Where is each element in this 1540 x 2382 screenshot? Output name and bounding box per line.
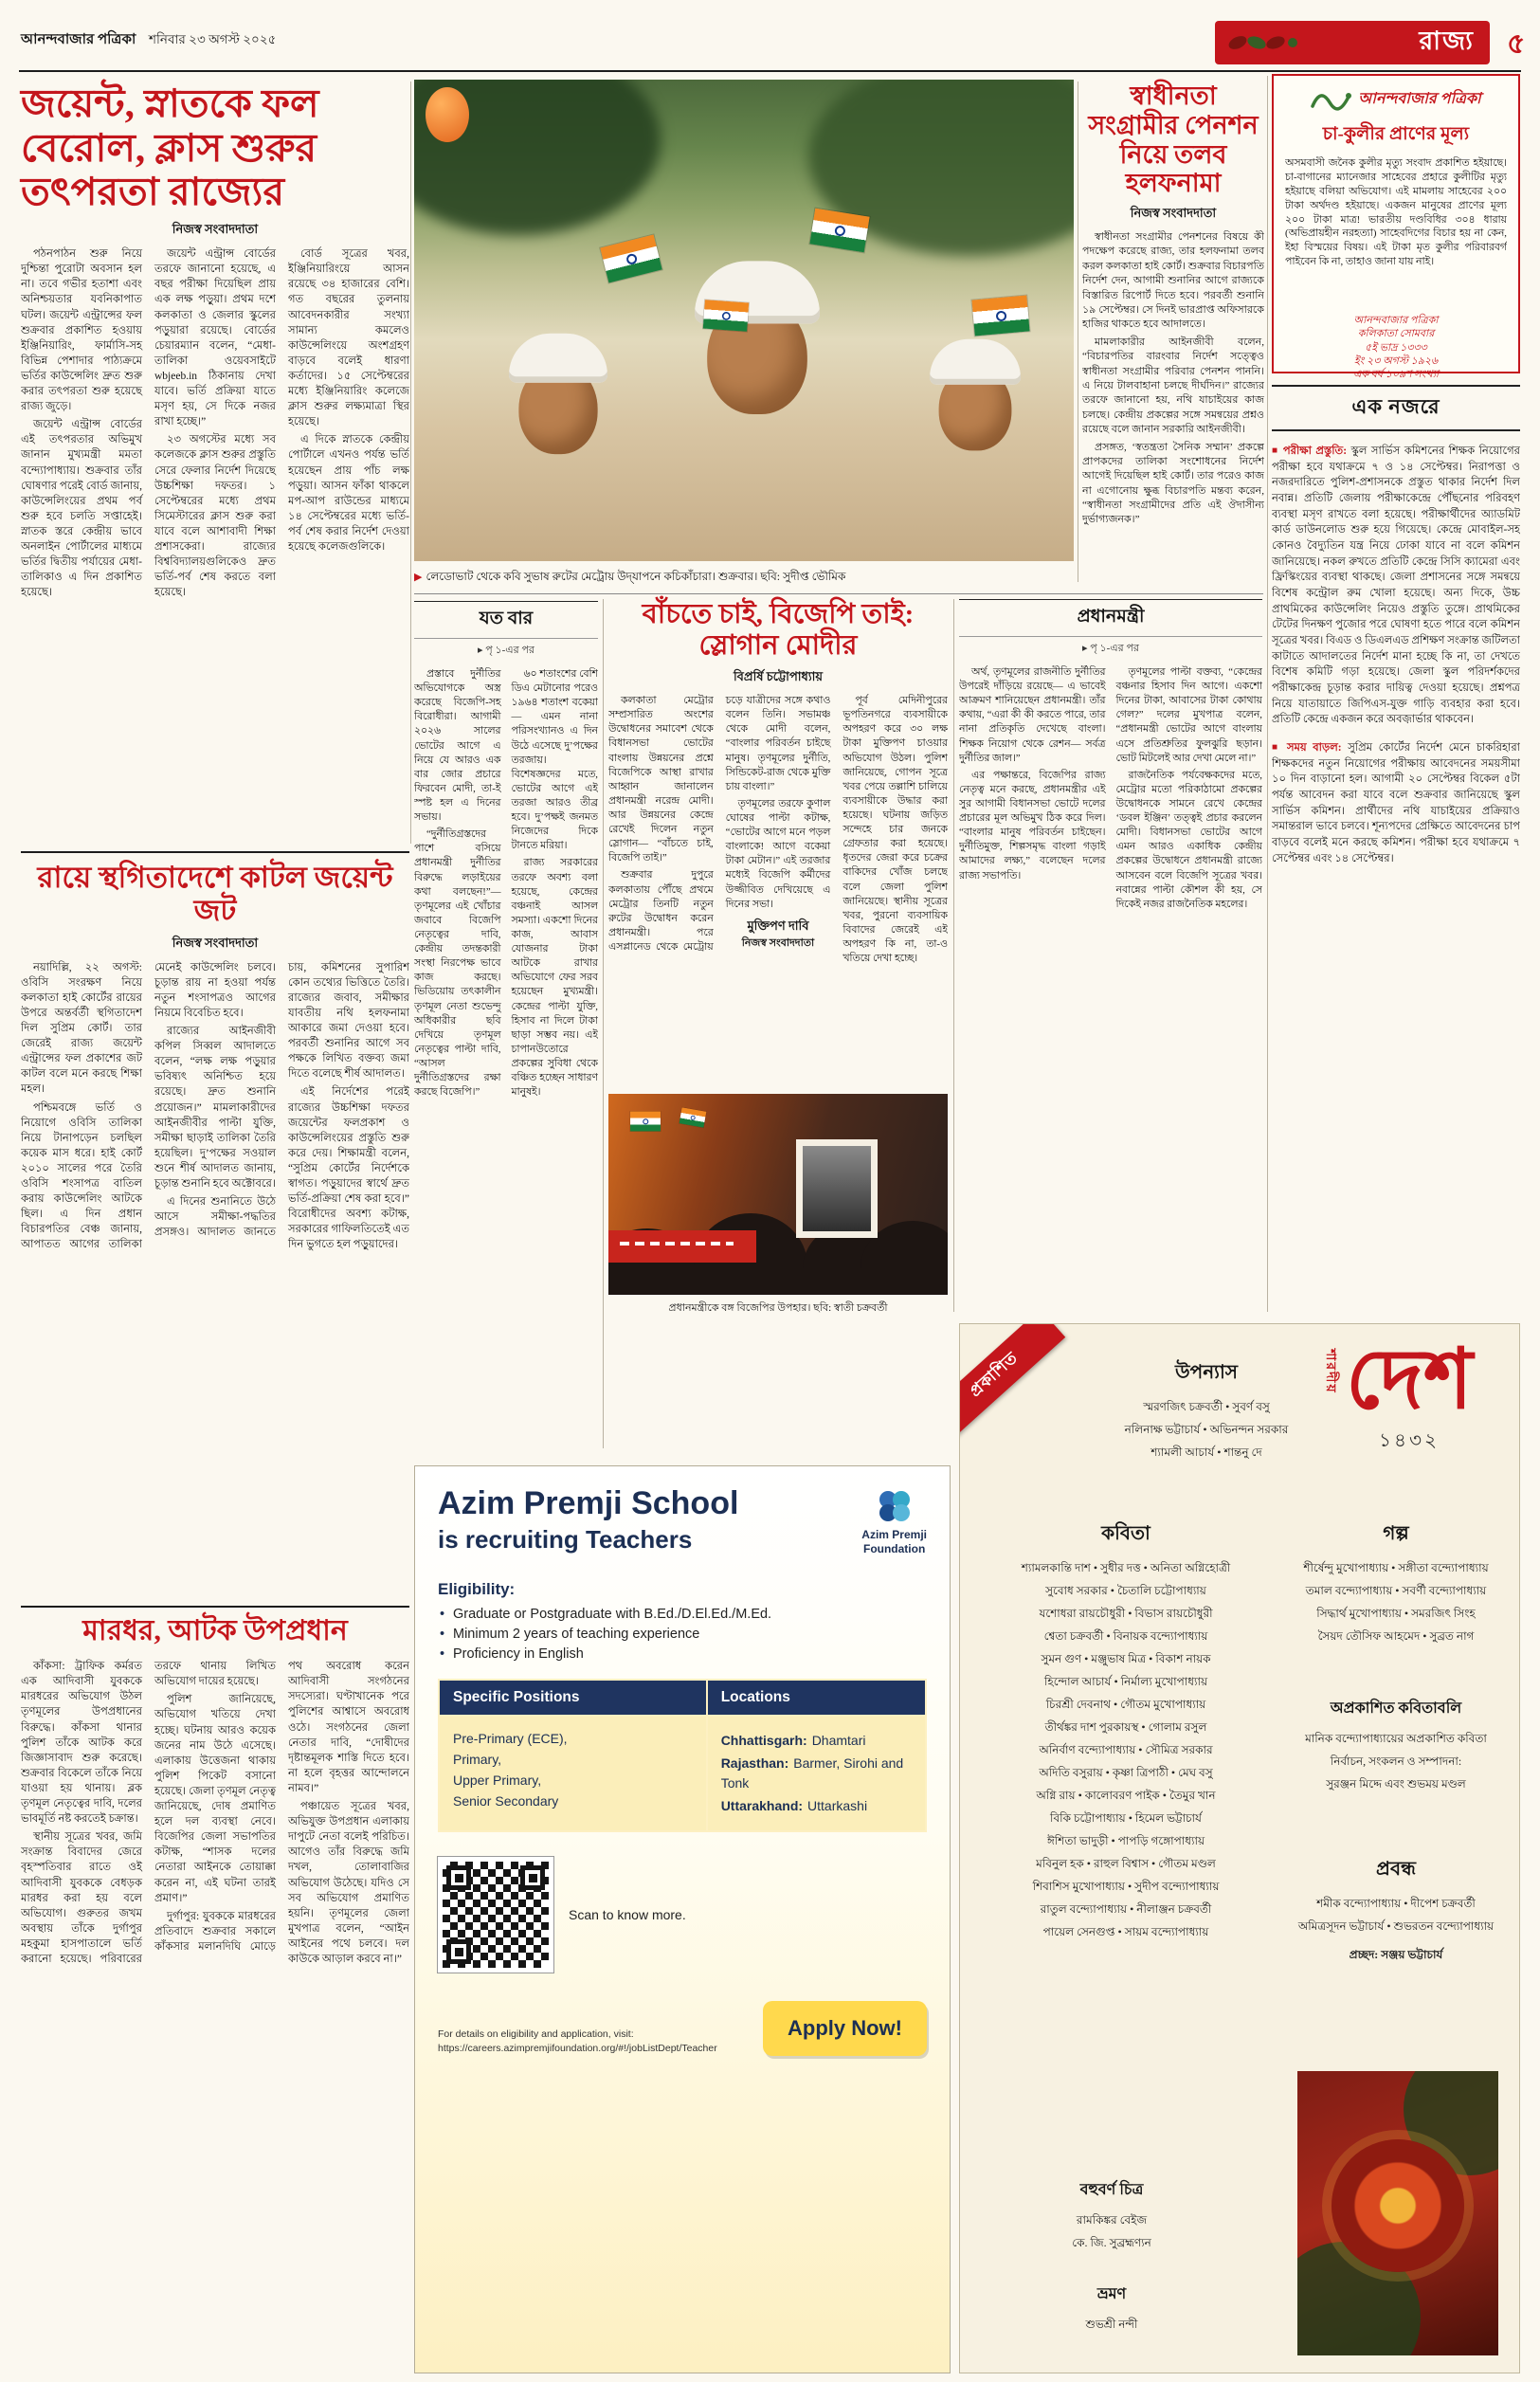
india-flag-icon — [679, 1107, 707, 1127]
india-flag-icon — [600, 235, 661, 283]
lead-paragraph: জয়েন্ট এন্ট্রান্স বোর্ডের এই তৎপরতার অভিমুখ জানান মুখ্যমন্ত্রী মমতা বন্দ্যোপাধ্যায়। শুক্রবার তাঁর ঘোষণার পরেই বোর্ড জানায়, কাউন্সেলিংয়ের প্রথম পর্ব শুরু হবে চলতি সপ্তাহেই। স্নাতক স্তরে কেন্দ্রীয় ভাবে অনলাইন পোর্টালের মাধ্যমে ভর্তির দ্বিতীয় পর্যায়ের মেধা-তালিকাও এ দিন প্রকাশিত হয়েছে। — [21, 419, 142, 599]
verdict-paragraph: এ দিনের শুনানিতে উঠে আসে সমীক্ষা-পদ্ধতির প্রসঙ্গও। আদালত জানতে চায়, কমিশনের সুপারিশ কোন তথ্যের ভিত্তিতে তৈরি। রাজ্যের জবাব, সমীক্ষার যাবতীয় নথি হলফনামা আকারে জমা দেওয়া হবে। পরবর্তী শুনানির আগে সব পক্ষকে লিখিত বক্তব্য জমা দিতে বলেছে শীর্ষ আদালত। — [154, 961, 409, 1239]
pm-gift-photo — [608, 1094, 948, 1295]
brief-item — [1272, 444, 1520, 728]
sharodiyo-label: শারদীয় — [1323, 1349, 1337, 1394]
qr-code — [438, 1857, 553, 1973]
azim-ad-title: Azim Premji School — [438, 1485, 739, 1521]
positions-locations-table — [438, 1679, 927, 1832]
unpublished-poems-title: অপ্রকাশিত কবিতাবলি — [1330, 1700, 1462, 1717]
modi-headline: বাঁচতে চাই, বিজেপি তাই: স্লোগান মোদীর — [642, 599, 915, 662]
unpublished-poems-section — [1284, 1696, 1508, 1795]
archive-box-100-years — [1272, 74, 1520, 381]
brief-lead: ■ সময় বাড়ল: — [1272, 742, 1342, 754]
ransom-byline: নিজস্ব সংবাদদাতা — [741, 936, 815, 949]
magazine-cover-art — [1297, 2071, 1498, 2355]
brief-text: সুপ্রিম কোর্টের নির্দেশ মেনে চাকরিহারা শিক্ষকদের নতুন নিয়োগের পরীক্ষায় আবেদনের সময়সীমা ১০ দিন বাড়ানো হল। আগামী ২০ সেপ্টেম্বর বিকেল ৫টা পর্যন্ত আবেদন করা যাবে বলে শুক্রবার জানিয়েছে স্কুল সার্ভিস কমিশন। প্রার্থীদের নথি যাচাইয়ের প্রক্রিয়াও সমান্তরাল ভাবে চলবে। শূন্যপদের প্রেক্ষিতে আবেদনের চাপ বাড়বে বলেই মনে করছে কমিশন। পরীক্ষা হবে যথাক্রমে ৭ সেপ্টেম্বর এবং ১৪ সেপ্টেম্বর। — [1272, 742, 1520, 864]
multicolor-art-names — [979, 2209, 1244, 2254]
location-state: Uttarakhand: — [720, 1798, 804, 1814]
author-line: কে. জি. সুব্রহ্মণ্যন — [1072, 2236, 1151, 2249]
modi-byline: বিপ্রর্ষি চট্টোপাধ্যায় — [733, 669, 824, 684]
masthead — [21, 28, 276, 52]
essays-section — [1284, 1855, 1508, 1966]
unpublished-poems-lines — [1284, 1727, 1508, 1795]
author-line: সৈয়দ তৌসিফ আহমেদ • সুব্রত নাগ — [1317, 1629, 1475, 1643]
essays-authors — [1284, 1892, 1508, 1937]
locations-header: Locations — [707, 1680, 926, 1716]
location-state: Chhattisgarh: — [720, 1733, 807, 1749]
author-line: তমাল বন্দ্যোপাধ্যায় • সবর্ণী বন্দ্যোপাধ্যায় — [1305, 1584, 1487, 1597]
white-cap — [509, 334, 607, 383]
essays-title: প্রবন্ধ — [1376, 1859, 1416, 1880]
location-state: Rajasthan: — [720, 1755, 789, 1772]
lead-byline: নিজস্ব সংবাদদাতা — [172, 222, 259, 237]
eligibility-bullet: • Minimum 2 years of teaching experience — [438, 1627, 927, 1642]
children-flags-photo — [414, 80, 1074, 561]
beating-paragraph: পঞ্চায়েত সূত্রের খবর, অভিযুক্ত উপপ্রধান এলাকায় দাপুটে নেতা বলেই পরিচিত। আগেও তাঁর বিরুদ্ধে জমি দখল, তোলাবাজির অভিযোগ উঠেছে। যদিও সে সব অভিযোগ প্রমাণিত হয়নি। তৃণমূলের জেলা মুখপাত্র বলেন, “আইন আইনের পথে চলবে। দল কাউকে আড়াল করবে না।” — [288, 1801, 409, 1965]
author-line: সিদ্ধার্থ মুখোপাধ্যায় • সমরজিৎ সিংহ — [1316, 1607, 1476, 1620]
author-line: রামকিঙ্কর বেইজ — [1076, 2213, 1148, 2227]
qr-finder-pattern — [446, 1939, 471, 1964]
verdict-paragraph: নয়াদিল্লি, ২২ অগস্ট: ওবিসি সংরক্ষণ নিয়ে কলকাতা হাই কোর্টের রায়ের উপরে অন্তর্বর্তী স্থগিতাদেশ দিল সুপ্রিম কোর্ট। তার জেরেই রাজ্য জয়েন্ট এন্ট্রান্সের ফল প্রকাশের জট কাটল বলে মনে করছে শিক্ষা মহল। — [21, 961, 142, 1096]
issue-date: শনিবার ২৩ অগস্ট ২০২৫ — [149, 32, 277, 46]
pension-paragraph: মামলাকারীর আইনজীবী বলেন, “বিচারপতির বারংবার নির্দেশ সত্ত্বেও স্বাধীনতা সংগ্রামীর পরিবার পেনশন পাননি। এ নিয়ে টালবাহানা চলছে দীর্ঘদিন।” রাজ্যের তরফে জানানো হয়, নথি যাচাইয়ের কাজ চলছে। কেন্দ্রীয় প্রকল্পের সঙ্গে সমন্বয়ের প্রশ্নও রয়েছে বলে জানান সরকারি আইনজীবী। — [1082, 336, 1264, 436]
poetry-title: কবিতা — [1101, 1523, 1150, 1544]
azim-premji-foundation-logo — [861, 1487, 927, 1555]
application-fineprint: For details on eligibility and application, visit: https://careers.azimpremjifoundation.org/#!/jobListDept/Teacher — [438, 2027, 717, 2054]
lead-paragraph: ২৩ অগস্টের মধ্যে সব কলেজকে ক্লাস শুরুর প্রস্তুতি সেরে ফেলার নির্দেশ দিয়েছে উচ্চশিক্ষা দফতর। ১ সেপ্টেম্বরের মধ্যে প্রথম সিমেস্টারের ক্লাস শুরু করা যাবে বলে আশাবাদী শিক্ষা প্রশাসকেরা। রাজ্যের বিশ্ববিদ্যালয়গুলিকেও দ্রুত ভর্তি-পর্ব শেষ করতে বলা হয়েছে। — [154, 434, 276, 599]
author-line: তীর্থঙ্কর দাশ পুরকায়স্থ • গোলাম রসুল — [1044, 1720, 1207, 1734]
eligibility-bullet: • Proficiency in English — [438, 1646, 927, 1662]
eligibility-label: Eligibility: — [438, 1580, 516, 1599]
article-beating-detained — [21, 1615, 409, 2345]
article-continuation-pm — [959, 599, 1262, 1318]
author-line: অগ্নি রায় • কালোবরণ পাইক • তৈমুর খান — [1036, 1789, 1216, 1802]
pm-continuation-title: প্রধানমন্ত্রী — [959, 599, 1262, 637]
modi-body — [608, 694, 948, 1086]
azim-ad-header — [438, 1487, 927, 1555]
qr-finder-pattern — [446, 1865, 471, 1890]
continuation-note: ▸ পৃ ১-এর পর — [478, 645, 534, 656]
page-number: ৫ — [1507, 28, 1526, 60]
archive-body: অসমবাসী জনৈক কুলীর মৃত্যু সংবাদ প্রকাশিত হইয়াছে। চা-বাগানের ম্যানেজার সাহেবের প্রহারে কুলীটির মৃত্যু হইয়াছে বলিয়া অভিযোগ। এই মামলায় সাহেবের ২০০ টাকা অর্থদণ্ড হইয়াছে। একজন মানুষের প্রাণের মূল্য ২০০ টাকা মাত্র! ভারতীয় দণ্ডবিধির ৩০৪ ধারায় (অভিপ্রায়হীন নরহত্যা) সাহেবদিগের বিচার হয় না কেন, ইহা বিস্ময়ের বিষয়। এই টাকা মৃত কুলীর পরিবারবর্গ পাইবেন কি না, তাহাও জানা যায় নাই। — [1285, 157, 1507, 268]
azim-ad-subtitle: is recruiting Teachers — [438, 1524, 693, 1554]
author-line: মানিক বন্দ্যোপাধ্যায়ের অপ্রকাশিত কবিতা — [1305, 1732, 1487, 1745]
position-line: Pre-Primary (ECE), — [453, 1731, 568, 1747]
section-banner — [1215, 21, 1490, 64]
cover-flower-shape — [1332, 2139, 1464, 2272]
author-line: নির্বাচন, সংকলন ও সম্পাদনা: — [1330, 1755, 1462, 1768]
travel-names — [979, 2313, 1244, 2336]
cover-credit: প্রচ্ছদ: সঞ্জয় ভট্টাচার্য — [1349, 1948, 1443, 1961]
travel-title: ভ্রমণ — [1096, 2286, 1127, 2302]
india-flag-icon — [809, 209, 869, 253]
lead-paragraph: এ দিকে স্নাতকে কেন্দ্রীয় পোর্টালে এখনও পর্যন্ত ভর্তি হয়েছেন প্রায় পাঁচ লক্ষ পড়ুয়া। আসন ফাঁকা থাকলে মপ-আপ রাউন্ডের মাধ্যমে ১৪ সেপ্টেম্বরের মধ্যে ভর্তি-পর্ব শেষ করার নির্দেশ দেওয়া হয়েছে কলেজগুলিকে। — [288, 434, 409, 553]
brief-lead: ■ পরীক্ষা প্রস্তুতি: — [1272, 445, 1347, 457]
framed-portrait-gift — [796, 1139, 878, 1238]
verdict-paragraph: রাজ্যের আইনজীবী কপিল সিব্বল আদালতে বলেন, “লক্ষ লক্ষ পড়ুয়ার ভবিষ্যৎ অনিশ্চিত হয়ে রয়েছে। দ্রুত শুনানি প্রয়োজন।” মামলাকারীদের আইনজীবীর পাল্টা যুক্তি, সমীক্ষা ছাড়াই তালিকা তৈরি হয়েছিল। দু’পক্ষের সওয়াল শুনে শীর্ষ আদালত জানায়, চূড়ান্ত শুনানি হবে অক্টোবরে। — [154, 1026, 276, 1190]
archive-footer-line: এক বর্ষ ১০৯শ সংখ্যা — [1352, 369, 1440, 381]
beating-paragraph: স্থানীয় সূত্রের খবর, জমি সংক্রান্ত বিবাদের জেরে বৃহস্পতিবার রাতে ওই আদিবাসী যুবককে বেধড়ক মারধর করা হয় বলে অভিযোগ। গুরুতর জখম অবস্থায় তাঁকে দুর্গাপুর মহকুমা হাসপাতালে ভর্তি করানো হয়েছে। পরিবারের তরফে থানায় লিখিত অভিযোগ দায়ের হয়েছে। — [21, 1661, 276, 1965]
author-line: ঈশিতা ভাদুড়ী • পাপড়ি গঙ্গোপাধ্যায় — [1046, 1834, 1205, 1847]
pm-continuation-note: ▸ পৃ ১-এর পর — [1082, 643, 1139, 654]
location-places: Uttarkashi — [807, 1798, 868, 1814]
section-divider — [414, 593, 1263, 594]
desh-brand-block — [1323, 1335, 1495, 1458]
location-line — [721, 1731, 912, 1751]
pension-body — [1082, 230, 1264, 532]
paper-name: আনন্দবাজার পত্রিকা — [21, 32, 136, 47]
snake-illustration — [1311, 85, 1352, 114]
published-ribbon: প্রকাশিত — [959, 1323, 1065, 1442]
azim-logo-line1: Azim Premji — [861, 1528, 927, 1542]
location-line — [721, 1754, 912, 1793]
stage-banner — [608, 1230, 756, 1263]
author-line: অনির্বাণ বন্দ্যোপাধ্যায় • সৌমিত্র সরকার — [1039, 1743, 1213, 1756]
novels-section — [1074, 1358, 1339, 1464]
location-places: Barmer, Sirohi and Tonk — [720, 1755, 904, 1791]
joto-bar-body — [414, 667, 598, 1479]
author-line: বিকি চট্টোপাধ্যায় • হিমেল ভট্টাচার্য — [1050, 1811, 1202, 1825]
archive-footer-line: ইং ২৩ অগস্ট ১৯২৬ — [1353, 355, 1439, 367]
lead-body — [21, 246, 409, 823]
positions-list — [453, 1729, 693, 1811]
india-flag-icon — [630, 1112, 661, 1132]
archive-footer-line: কলিকাতা সোমবার — [1357, 328, 1435, 340]
continuation-title: যত বার — [414, 601, 598, 639]
position-line: Upper Primary, — [453, 1773, 542, 1789]
azim-ad-footer — [438, 2001, 927, 2056]
archive-footer-line: আনন্দবাজার পত্রিকা — [1353, 315, 1439, 326]
ransom-paragraph: পূর্ব মেদিনীপুরের ভূপতিনগরে ব্যবসায়ীকে অপহরণ করে ৩০ লক্ষ টাকা মুক্তিপণ চাওয়ার অভিযোগ উঠল। পুলিশ জানিয়েছে, গোপন সূত্রে খবর পেয়ে তল্লাশি চালিয়ে ব্যবসায়ীকে উদ্ধার করা হয়েছে। ঘটনায় জড়িত সন্দেহে চার জনকে গ্রেফতার করা হয়েছে। ধৃতদের জেরা করে চক্রের বাকিদের খোঁজ চলছে বলে জেলা পুলিশ জানিয়েছে। স্থানীয় সূত্রের খবর, পুরনো ব্যবসায়িক বিবাদের জেরেই এই অপহরণ কি না, তা-ও খতিয়ে দেখা হচ্ছে। — [842, 695, 948, 965]
verdict-body — [21, 960, 409, 1525]
pm-paragraph: রাজনৈতিক পর্যবেক্ষকদের মতে, মেট্রোর মতো পরিকাঠামো প্রকল্পের উদ্বোধনকে সামনে রেখে কেন্দ্রের ‘ডবল ইঞ্জিন’ তত্ত্বই প্রচার করলেন মোদী। বিধানসভা ভোটের আগে এমন আরও একাধিক কেন্দ্রীয় প্রকল্পের উদ্বোধনে প্রধানমন্ত্রী রাজ্যে আসবেন বলে বিজেপি সূত্রের খবর। নবান্নের পাল্টা কৌশল কী হয়, সে দিকেই নজর রাজনৈতিক মহলের। — [1115, 769, 1262, 910]
azim-ad-titles — [438, 1487, 738, 1555]
briefs-column — [1272, 385, 1520, 1312]
desh-logo: দেশ — [1345, 1335, 1473, 1427]
photo-caption — [414, 569, 1074, 585]
verdict-headline: রায়ে স্থগিতাদেশে কাটল জয়েন্ট জট — [37, 861, 393, 928]
stories-title: গল্প — [1383, 1523, 1409, 1544]
author-line: হিন্দোল আচার্য • নির্মাল্য মুখোপাধ্যায় — [1043, 1675, 1208, 1688]
modi-paragraph: কলকাতা মেট্রোর সম্প্রসারিত অংশের উদ্বোধনের সমাবেশ থেকে বিধানসভা ভোটের বাংলায় উন্নয়নের প্রশ্নে বিজেপিকে আস্থা রাখার আহ্বান জানালেন প্রধানমন্ত্রী নরেন্দ্র মোদী। আর উন্নয়নের কেন্দ্রে রেখেই দিলেন নতুন স্লোগান— “বাঁচতে চাই, বিজেপি তাই।” — [608, 695, 714, 864]
author-line: অদিতি বসুরায় • কৃষ্ণা ত্রিপাঠী • মেঘ বসু — [1039, 1766, 1213, 1779]
desh-magazine-advert — [959, 1323, 1520, 2373]
azim-premji-advert — [414, 1465, 951, 2373]
author-line: স্মরণজিৎ চক্রবর্তী • সুবর্ণ বসু — [1143, 1400, 1270, 1413]
lead-paragraph: পঠনপাঠন শুরু নিয়ে দুশ্চিন্তা পুরোটা অবসান হল না। তবে গভীর হতাশা এবং অনিশ্চয়তার যবনিকাপাত ঘটল। জয়েন্ট এন্ট্রান্সের ফল শুক্রবার প্রকাশিত হওয়ায় ইঞ্জিনিয়ারিং, ফার্মাসি-সহ বিভিন্ন পেশাদার পাঠ্যক্রমে ভর্তির কাউন্সেলিং দ্রুত শুরু করার তৎপরতা শুরু হয়েছে রাজ্য জুড়ে। — [21, 248, 142, 413]
scan-label: Scan to know more. — [569, 1907, 686, 1923]
beating-paragraph: কাঁকসা: ট্রাফিক কর্মরত এক আদিবাসী যুবককে মারধরের অভিযোগ উঠল তৃণমূলের উপপ্রধানের বিরুদ্ধে। কাঁকসা থানার পুলিশ তাঁকে আটক করে জিজ্ঞাসাবাদ শুরু করেছে। শুক্রবার বিকেলে তাঁকে নিয়ে যাওয়া হয় থানায়। ব্লক তৃণমূল নেতৃত্বের দাবি, দলের ভাবমূর্তি নষ্ট করতেই চক্রান্ত। — [21, 1661, 142, 1826]
lead-paragraph: বোর্ড সূত্রের খবর, ইঞ্জিনিয়ারিংয়ে আসন রয়েছে ৩৪ হাজারের বেশি। গত বছরের তুলনায় আবেদনকারীর সংখ্যা সামান্য কমলেও কাউন্সেলিংয়ে অংশগ্রহণ বাড়বে বলেই ধারণা কর্তাদের। ১৫ সেপ্টেম্বরের মধ্যে ইঞ্জিনিয়ারিং কলেজে ক্লাস শুরুর লক্ষ্যমাত্রা স্থির হয়েছে। — [288, 248, 409, 428]
pm-continuation-body — [959, 665, 1262, 1318]
azim-logo-line2: Foundation — [862, 1541, 926, 1555]
author-line: যশোধরা রায়চৌধুরী • বিভাস রায়চৌধুরী — [1039, 1607, 1213, 1620]
author-line: পায়েল সেনগুপ্ত • সায়ম বন্দ্যোপাধ্যায় — [1042, 1925, 1209, 1938]
author-line: চিরশ্রী দেবনাথ • গৌতম মুখোপাধ্যায় — [1045, 1698, 1206, 1711]
author-line: মবিনুল হক • রাহুল বিশ্বাস • গৌতম মণ্ডল — [1036, 1857, 1216, 1870]
article-joint-results — [21, 82, 409, 823]
positions-cell — [439, 1716, 707, 1831]
article-modi-slogan — [608, 599, 948, 1318]
india-flag-icon — [703, 300, 749, 332]
stories-section — [1284, 1519, 1508, 1647]
briefs-title: এক নজরে — [1272, 385, 1520, 431]
eligibility-list — [438, 1607, 927, 1662]
pension-byline: নিজস্ব সংবাদদাতা — [1130, 206, 1217, 221]
brief-text: স্কুল সার্ভিস কমিশনের শিক্ষক নিয়োগের পরীক্ষা হবে যথাক্রমে ৭ ও ১৪ সেপ্টেম্বর। নিরাপত্তা ও নজরদারিতে পুলিশ-প্রশাসনকে প্রস্তুত থাকার নির্দেশ দিল নবান্ন। প্রতিটি জেলায় পরীক্ষাকেন্দ্রে পৌঁছনোর পরিবহণ ব্যবস্থা মসৃণ রাখতে বলা হয়েছে। পরীক্ষার্থীদের অ্যাডমিট কার্ড ডাউনলোড শুরু হয়ে গিয়েছে। কেন্দ্রে মোবাইল-সহ কোনও বৈদ্যুতিন যন্ত্র নিয়ে ঢোকা যাবে না বলে কমিশন জানিয়েছে। নকল রুখতে প্রতিটি কেন্দ্রে সিসি ক্যামেরা এবং ফ্রিস্কিংয়ের ব্যবস্থা থাকছে। জেলা প্রশাসনের সঙ্গে সমন্বয়ে বিশেষ কন্ট্রোল রুম খোলা হয়েছে। অন্য দিকে, উচ্চ প্রাথমিকের কাউন্সেলিং নিয়েও প্রস্তুতি তুঙ্গে। প্রাথমিকের টেটের দিনক্ষণ পুজোর পরে ঘোষণা হতে পারে বলে কমিশন সূত্রের খবর। বিএড ও ডিএলএড প্রশিক্ষণ সংক্রান্ত জটিলতা কাটাতে আদালতের নির্দেশ মানা হচ্ছে কি না, তা দেখতে বিশেষ কমিটি গড়া হয়েছে। জেলা স্কুল পরিদর্শকদের পরীক্ষাকেন্দ্র চূড়ান্ত করার দায়িত্ব দেওয়া হয়েছে। প্রশ্নপত্র নিয়ে যাতায়াতে জিপিএস-যুক্ত গাড়ি ব্যবহার করা হবে। প্রতিটি কেন্দ্রে একজন করে অবজ়ার্ভার থাকবেন। — [1272, 445, 1520, 726]
desh-year: ১৪৩২ — [1379, 1430, 1440, 1451]
travel-section — [979, 2282, 1244, 2336]
novels-title: উপন্যাস — [1175, 1362, 1238, 1383]
column-rule — [1267, 76, 1268, 1312]
ransom-subhead: মুক্তিপণ দাবি — [747, 918, 809, 933]
novels-authors — [1074, 1395, 1339, 1464]
pm-paragraph: অর্থ, তৃণমূলের রাজনীতি দুর্নীতির উপরেই দাঁড়িয়ে রয়েছে— এ ভাবেই আক্রমণ শানিয়েছেন প্রধানমন্ত্রী। তাঁর কথায়, “এরা কী কী করতে পারে, তার নানা প্রতিকৃতি দেখেছে বাংলা। শিক্ষক নিয়োগ থেকে রেশন— সর্বত্র দুর্নীতির জাল।” — [959, 666, 1106, 764]
balloon-shape — [426, 87, 469, 142]
beating-body — [21, 1659, 409, 2345]
child-figure — [939, 367, 1012, 451]
author-line: শীর্ষেন্দু মুখোপাধ্যায় • সঙ্গীতা বন্দ্যোপাধ্যায় — [1303, 1561, 1489, 1574]
pension-headline: স্বাধীনতা সংগ্রামীর পেনশন নিয়ে তলব হলফনামা — [1088, 82, 1259, 198]
pension-paragraph: স্বাধীনতা সংগ্রামীর পেনশনের বিষয়ে কী পদক্ষেপ করেছে রাজ্য, তার হলফনামা তলব করল কলকাতা হাই কোর্ট। শুক্রবার বিচারপতি নির্দেশ দেন, আগামী শুনানির আগে রাজ্যকে বিস্তারিত রিপোর্ট দিতে হবে। পরবর্তী শুনানি ১৯ সেপ্টেম্বর। সে দিনই ভারপ্রাপ্ত অফিসারকে হাজির থাকতে হবে আদালতে। — [1082, 231, 1264, 331]
header-rule — [19, 70, 1521, 72]
azim-foundation-icon — [876, 1487, 914, 1525]
modi-paragraph: শুক্রবার দুপুরে কলকাতায় পৌঁছে প্রথমে মেট্রোর তিনটি নতুন রুটের উদ্বোধন করেন প্রধানমন্ত্রী। পরে এসপ্লানেড থেকে মেট্রোয় চড়ে যাত্রীদের সঙ্গে কথাও বলেন তিনি। সভামঞ্চ থেকে মোদী বলেন, “বাংলার পরিবর্তন চাইছে মানুষ। তৃণমূলের দুর্নীতি, সিন্ডিকেট-রাজ থেকে মুক্তি চায় বাংলা।” — [608, 695, 831, 953]
ransom-paras — [842, 694, 948, 966]
verdict-byline: নিজস্ব সংবাদদাতা — [172, 935, 259, 950]
author-line: শ্যামলকান্তি দাশ • সুধীর দত্ত • অনিতা অগ্নিহোত্রী — [1021, 1561, 1231, 1574]
archive-box-ornament — [1285, 85, 1507, 114]
verdict-paragraph: এই নির্দেশের পরেই রাজ্যের উচ্চশিক্ষা দফতর জয়েন্টের ফলপ্রকাশ ও কাউন্সেলিংয়ের প্রস্তুতি শুরু করে দেয়। শিক্ষামন্ত্রী বলেন, “সুপ্রিম কোর্টের নির্দেশকে স্বাগত। পড়ুয়াদের স্বার্থে দ্রুত ভর্তি-প্রক্রিয়া শেষ করা হবে।” বিরোধীদের অবশ্য কটাক্ষ, সরকারের গাফিলতিতেই এত দিন ভুগতে হল পড়ুয়াদের। — [288, 1086, 409, 1251]
column-rule — [603, 599, 604, 1448]
caption-text: লেডোভাট থেকে কবি সুভাষ রুটের মেট্রোয় উদ্‌যাপনে কচিকাঁচারা। শুক্রবার। ছবি: সুদীপ্ত ভৌমিক — [426, 570, 846, 583]
lead-paragraph: জয়েন্ট এন্ট্রান্স বোর্ডের তরফে জানানো হয়েছে, এ বছর পরীক্ষা দিয়েছিল প্রায় এক লক্ষ পড়ুয়া। প্রথম দশে কলকাতা ও জেলার স্কুলের পড়ুয়ারা রয়েছে। বোর্ডের চেয়ারম্যান বলেন, “মেধা-তালিকা ওয়েবসাইটে wbjeeb.in ঠিকানায় দেখা যাবে। ভর্তি প্রক্রিয়া যাতে মসৃণ হয়, সে দিকে নজর রাখা হচ্ছে।” — [154, 248, 276, 428]
apply-now-badge: Apply Now! — [763, 2001, 927, 2056]
archive-masthead-script: আনন্দবাজার পত্রিকা — [1358, 91, 1481, 108]
pm-paragraph: তৃণমূলের পাল্টা বক্তব্য, “কেন্দ্রের বঞ্চনার হিসাব দিন আগে। একশো দিনের টাকা, আবাসের টাকা কোথায় গেল?” দলের মুখপাত্র বলেন, “প্রধানমন্ত্রী ভোটের আগে বাংলায় এসে প্রতিশ্রুতির ফুলঝুরি ছড়ান। ভোট মিটলেই আর দেখা মেলে না।” — [1115, 666, 1262, 764]
pm-paragraph: এর পক্ষান্তরে, বিজেপির রাজ্য নেতৃত্ব মনে করছে, প্রধানমন্ত্রীর এই সুর আগামী বিধানসভা ভোটে দলের প্রচারের মূল অভিমুখ ঠিক করে দিল। “বাংলার মানুষ পরিবর্তন চাইছেন। দুর্নীতিমুক্ত, শিল্পসমৃদ্ধ বাংলা গড়াই আমাদের লক্ষ্য,” বলেছেন দলের রাজ্য সভাপতি। — [959, 769, 1106, 882]
archive-headline: চা-কুলীর প্রাণের মূল্য — [1322, 124, 1470, 144]
multicolor-art-title: বহুবর্ণ চিত্র — [1079, 2182, 1144, 2198]
archive-footer-line: ৫ই ভাদ্র ১৩৩৩ — [1365, 341, 1427, 354]
lead-headline: জয়েন্ট, স্নাতকে ফল বেরোল, ক্লাস শুরুর তৎপরতা রাজ্যের — [21, 82, 319, 214]
author-line: সুরঞ্জন মিদ্দে এবং শুভময় মণ্ডল — [1326, 1777, 1466, 1791]
multicolor-art-section — [979, 2177, 1244, 2254]
portrait-image — [803, 1146, 871, 1231]
author-line: অমিত্রসূদন ভট্টাচার্য • শুভরতন বন্দ্যোপাধ্যায় — [1297, 1919, 1495, 1933]
joto-bar-paragraph: “দুর্নীতিগ্রস্তদের পাশে বসিয়ে প্রধানমন্ত্রী দুর্নীতির বিরুদ্ধে লড়াইয়ের কথা বলছেন!”— তৃণমূলের এই খোঁচার জবাবে বিজেপি নেতৃত্বের দাবি, কেন্দ্রীয় তদন্তকারী সংস্থা নিরপেক্ষ ভাবে কাজ করছে। ভিডিয়োয় তৎকালীন তৃণমূল নেতা শুভেন্দু অধিকারীর ছবি দেখিয়ে তৃণমূল নেতৃত্বের পাল্টা দাবি, “আসল দুর্নীতিগ্রস্তদের রক্ষা করছে বিজেপি।” — [414, 828, 501, 1099]
verdict-paragraph: পশ্চিমবঙ্গে ভর্তি ও নিয়োগে ওবিসি তালিকা নিয়ে টানাপড়েন চলছিল কয়েক মাস ধরে। হাই কোর্ট ২০১০ সালের পরে তৈরি ওবিসি শংসাপত্র বাতিল করায় কাউন্সেলিং আটকে ছিল। এ দিন প্রধান বিচারপতির বেঞ্চ জানায়, আপাতত আগের তালিকা মেনেই কাউন্সেলিং চলবে। চূড়ান্ত রায় না হওয়া পর্যন্ত নতুন শংসাপত্রও আগের নিয়মে বিবেচিত হবে। — [21, 961, 276, 1251]
author-line: সুবোধ সরকার • চৈতালি চট্টোপাধ্যায় — [1045, 1584, 1206, 1597]
author-line: শমীক বন্দ্যোপাধ্যায় • দীপেশ চক্রবর্তী — [1316, 1897, 1476, 1910]
joto-bar-paragraph: রাজ্য সরকারের তরফে অবশ্য বলা হয়েছে, কেন্দ্রের বঞ্চনাই আসল সমস্যা। একশো দিনের কাজ, আবাস যোজনার টাকা আটকে রাখার অভিযোগে ফের সরব হয়েছেন মুখ্যমন্ত্রী। কেন্দ্রের পাল্টা যুক্তি, হিসাব না দিলে টাকা ছাড়া সম্ভব নয়। এই চাপানউতোরে প্রকল্পের সুবিধা থেকে বঞ্চিত হচ্ছেন সাধারণ মানুষই। — [511, 857, 598, 1099]
author-line: শিবাশিস মুখোপাধ্যায় • সুদীপ বন্দ্যোপাধ্যায় — [1032, 1880, 1220, 1893]
white-cap — [930, 339, 1021, 385]
locations-cell — [707, 1716, 926, 1831]
joto-bar-paragraph: প্রস্তাবে দুর্নীতির অভিযোগকে অস্ত্র করেছে বিজেপি-সহ বিরোধীরা। আগামী ২০২৬ সালের ভোটের আগে এ নিয়ে যে আরও এক বার জোর প্রচারে ফিরবেন মোদী, তা-ই স্পষ্ট হল এ দিনের সভায়। — [414, 668, 501, 824]
author-line: নলিনাক্ষ ভট্টাচার্য • অভিনন্দন সরকার — [1124, 1423, 1289, 1436]
author-line: সুমন গুণ • মঞ্জুভাষ মিত্র • বিকাশ নায়ক — [1041, 1652, 1211, 1665]
brief-item — [1272, 740, 1520, 866]
child-figure — [518, 363, 597, 454]
location-line — [721, 1796, 912, 1816]
beating-paragraph: পুলিশ জানিয়েছে, অভিযোগ খতিয়ে দেখা হচ্ছে। ঘটনায় আরও কয়েক জনের নাম উঠে এসেছে। এলাকায় উত্তেজনা থাকায় পুলিশ পিকেট বসানো হয়েছে। জেলা তৃণমূল নেতৃত্ব জানিয়েছে, দোষ প্রমাণিত হলে দল ব্যবস্থা নেবে। বিজেপির জেলা সভাপতির কটাক্ষ, “শাসক দলের নেতারা আইনকে তোয়াক্কা করেন না, এই ঘটনা তারই প্রমাণ।” — [154, 1694, 276, 1904]
positions-header: Specific Positions — [439, 1680, 707, 1716]
eligibility-bullet: • Graduate or Postgraduate with B.Ed./D.El.Ed./M.Ed. — [438, 1607, 927, 1622]
article-joint-verdict — [21, 861, 409, 1525]
location-places: Dhamtari — [811, 1733, 866, 1749]
stories-authors — [1284, 1556, 1508, 1647]
position-line: Primary, — [453, 1752, 502, 1768]
beating-headline: মারধর, আটক উপপ্রধান — [82, 1615, 348, 1646]
section-title: রাজ্য — [1419, 26, 1475, 55]
qr-finder-pattern — [520, 1865, 545, 1890]
caption-marker-icon: ▶ — [414, 572, 423, 583]
column-rule — [410, 82, 411, 844]
pension-paragraph: প্রসঙ্গত, ‘স্বতন্ত্রতা সৈনিক সম্মান’ প্রকল্পে প্রাপকদের তালিকা সংশোধনের নির্দেশ আগেই দিয়েছিল হাই কোর্ট। তার পরেও কাজ না এগোনোয় ক্ষুব্ধ বিচারপতি মন্তব্য করেন, “স্বাধীনতা সংগ্রামীদের প্রতি এই ঔদাসীন্য দুর্ভাগ্যজনক।” — [1082, 441, 1264, 526]
article-pension-affidavit — [1082, 82, 1264, 532]
article-divider — [21, 851, 409, 853]
banner-ornament-icon — [1224, 28, 1338, 57]
article-divider — [21, 1606, 409, 1608]
pm-photo-caption: প্রধানমন্ত্রীকে বঙ্গ বিজেপির উপহার। ছবি: স্বাতী চক্রবর্তী — [668, 1302, 888, 1315]
poetry-section — [979, 1519, 1273, 1943]
position-line: Senior Secondary — [453, 1793, 559, 1809]
author-line: রাতুল বন্দ্যোপাধ্যায় • নীলাঞ্জন চক্রবর্তী — [1040, 1902, 1212, 1916]
india-flag-icon — [971, 296, 1029, 336]
author-line: শুভশ্রী নন্দী — [1085, 2318, 1138, 2331]
modi-paragraph: তৃণমূলের তরফে কুণাল ঘোষের পাল্টা কটাক্ষ, “ভোটের আগে মনে পড়ল বাংলাকে! আগে বকেয়া টাকা মেটান।” এই তরজার মধ্যেই বিজেপি কর্মীদের উজ্জীবিত দেখিয়েছে এ দিনের সভা। — [725, 797, 831, 910]
qr-section — [438, 1857, 927, 1973]
joto-bar-paragraph: ৬০ শতাংশের বেশি ডিএ মেটানোর পরেও ১৯৬৪ শতাংশ বকেয়া— এমন নানা পরিসংখ্যানও এ দিন উঠে এসেছে দু’পক্ষের তরজায়। বিশেষজ্ঞদের মতে, ভোটের আগে এই তরজা আরও তীব্র হবে। দু’পক্ষই জনমত নিজেদের দিকে টানতে মরিয়া। — [511, 668, 598, 852]
article-continuation-joto-bar — [414, 601, 598, 1479]
author-line: শ্যামলী আচার্য • শান্তনু দে — [1150, 1446, 1262, 1459]
poetry-authors — [979, 1556, 1273, 1943]
beating-paragraph: দুর্গাপুর: যুবককে মারধরের প্রতিবাদে শুক্রবার সকালে কাঁকসার মলানদিঘি মোড়ে পথ অবরোধ করেন আদিবাসী সংগঠনের সদস্যেরা। ঘণ্টাখানেক পরে পুলিশের আশ্বাসে অবরোধ ওঠে। সংগঠনের জেলা নেতার দাবি, “দোষীদের দৃষ্টান্তমূলক শাস্তি দিতে হবে। না হলে বৃহত্তর আন্দোলনে নামব।” — [154, 1661, 409, 1953]
column-rule — [953, 599, 954, 1312]
archive-footer — [1285, 314, 1507, 381]
author-line: শ্বেতা চক্রবর্তী • বিনায়ক বন্দ্যোপাধ্যায় — [1043, 1629, 1208, 1643]
